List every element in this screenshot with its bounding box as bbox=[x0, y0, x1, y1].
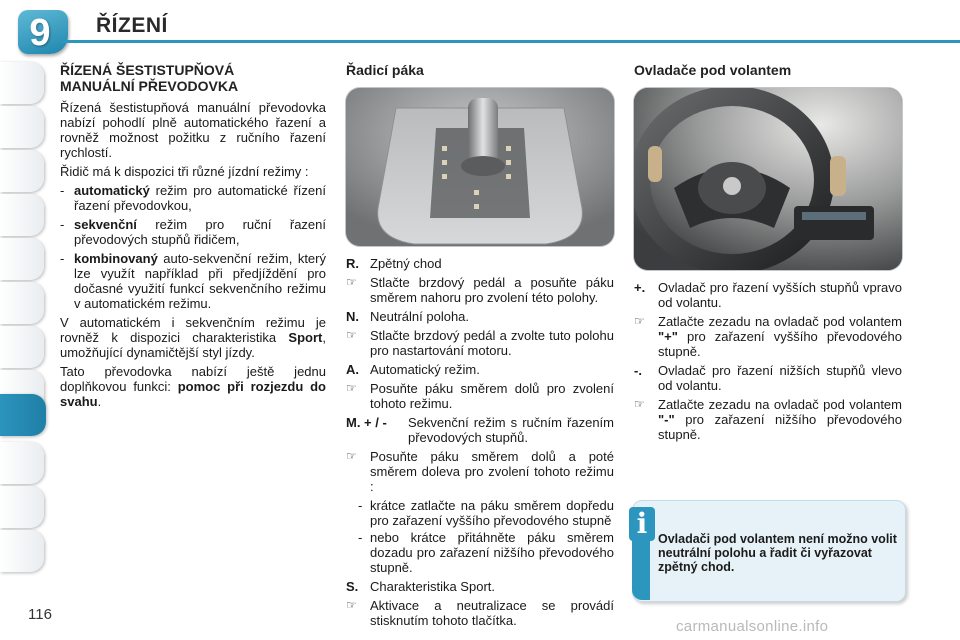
paddle-plus-action-post: pro zařazení vyššího převodového stupně. bbox=[658, 329, 902, 359]
paddle-plus-action bbox=[634, 314, 902, 359]
mode-automatic: - automatický režim pro automatické řízení řazení převodovkou, bbox=[60, 183, 326, 213]
hill-paragraph bbox=[60, 364, 326, 409]
header-rule bbox=[62, 40, 960, 43]
watermark: carmanualsonline.info bbox=[676, 618, 829, 635]
paddle-minus bbox=[634, 363, 902, 393]
manual-downshift-text: nebo krátce přitáhněte páku směrem dozadu pro zařazení nižšího převodového stupně. bbox=[370, 530, 614, 575]
paddle-minus-text: Ovladač pro řazení nižších stupňů vlevo od volantu. bbox=[658, 363, 902, 393]
paddle-plus-text: Ovladač pro řazení vyšších stupňů vpravo od volantu. bbox=[658, 280, 902, 310]
manual-upshift: - krátce zatlačte na páku směrem dopředu pro zařazení vyššího převodového stupně bbox=[358, 498, 614, 528]
hand-icon: ☞ bbox=[346, 449, 357, 463]
mode-automatic-text: režim pro automatické řízení řazení převodovkou, bbox=[74, 183, 326, 213]
middle-column-text bbox=[346, 256, 614, 632]
sport-post: , umožňující dynamičtější styl jízdy. bbox=[60, 330, 326, 360]
hand-icon: ☞ bbox=[346, 598, 357, 612]
sport-pre: V automatickém i sekvenčním režimu je rovněž k dispozici charakteristika bbox=[60, 315, 326, 345]
left-heading-line1: ŘÍZENÁ ŠESTISTUPŇOVÁ bbox=[60, 62, 235, 78]
item-sport-key: S. bbox=[346, 579, 359, 594]
item-auto-key: A. bbox=[346, 362, 359, 377]
item-neutral-text: Neutrální poloha. bbox=[370, 309, 470, 324]
paddle-plus-action-pre: Zatlačte zezadu na ovladač pod volantem bbox=[658, 314, 902, 329]
steering-wheel-illustration bbox=[634, 88, 902, 270]
chapter-tab-10[interactable] bbox=[0, 442, 44, 484]
paddle-plus-term: "+" bbox=[658, 329, 678, 344]
paddle-plus-key: +. bbox=[634, 280, 646, 295]
item-manual-key: M. + / - bbox=[346, 415, 387, 430]
item-auto-action bbox=[346, 381, 614, 411]
modes-intro: Řidič má k dispozici tři různé jízdní režimy : bbox=[60, 164, 309, 179]
info-box-strip bbox=[632, 540, 650, 600]
chapter-tab-7[interactable] bbox=[0, 326, 44, 368]
manual-upshift-text: krátce zatlačte na páku směrem dopředu pro zařazení vyššího převodového stupně bbox=[370, 498, 614, 528]
paddle-minus-action-pre: Zatlačte zezadu na ovladač pod volantem bbox=[658, 397, 902, 412]
sport-term: Sport bbox=[288, 330, 323, 345]
item-manual bbox=[346, 415, 614, 445]
mode-combined-term: kombinovaný bbox=[74, 251, 158, 266]
hill-post: . bbox=[97, 394, 102, 409]
item-manual-action bbox=[346, 449, 614, 494]
item-auto-action-text: Posuňte páku směrem dolů pro zvolení tohoto režimu. bbox=[370, 381, 614, 411]
chapter-tab-3[interactable] bbox=[0, 150, 44, 192]
item-auto bbox=[346, 362, 614, 377]
hand-icon: ☞ bbox=[634, 314, 645, 328]
paddle-minus-key: -. bbox=[634, 363, 642, 378]
paddle-plus bbox=[634, 280, 902, 310]
right-column-text bbox=[634, 280, 902, 446]
mode-sequential-term: sekvenční bbox=[74, 217, 137, 232]
hill-pre: Tato převodovka nabízí ještě jednu doplňkovou funkci: bbox=[60, 364, 326, 394]
item-neutral-action-text: Stlačte brzdový pedál a zvolte tuto polohu pro nastartování motoru. bbox=[370, 328, 614, 358]
mode-combined: - kombinovaný auto-sekvenční režim, který lze využít například při předjíždění pro dočasné využití funkcí sekvenčního režimu v automatickém režimu. bbox=[60, 251, 326, 311]
item-manual-action-text: Posuňte páku směrem dolů a poté směrem doleva pro zvolení tohoto režimu : bbox=[370, 449, 614, 494]
hand-icon: ☞ bbox=[346, 381, 357, 395]
chapter-tab-12[interactable] bbox=[0, 530, 44, 572]
item-auto-text: Automatický režim. bbox=[370, 362, 480, 377]
item-reverse bbox=[346, 256, 614, 271]
left-heading-line2: MANUÁLNÍ PŘEVODOVKA bbox=[60, 78, 239, 94]
item-sport-text: Charakteristika Sport. bbox=[370, 579, 495, 594]
mode-automatic-term: automatický bbox=[74, 183, 150, 198]
info-icon: i bbox=[629, 507, 655, 541]
paddle-minus-term: "-" bbox=[658, 412, 675, 427]
item-manual-text: Sekvenční režim s ručním řazením převodových stupňů. bbox=[408, 415, 614, 445]
hand-icon: ☞ bbox=[346, 275, 357, 289]
left-column-text bbox=[60, 100, 326, 413]
hand-icon: ☞ bbox=[634, 397, 645, 411]
mode-sequential: - sekvenční režim pro ruční řazení převodových stupňů řidičem, bbox=[60, 217, 326, 247]
sport-paragraph bbox=[60, 315, 326, 360]
chapter-tab-6[interactable] bbox=[0, 282, 44, 324]
page-title: ŘÍZENÍ bbox=[96, 14, 168, 37]
item-reverse-text: Zpětný chod bbox=[370, 256, 442, 271]
paddle-minus-action-post: pro zařazení nižšího převodového stupně. bbox=[658, 412, 902, 442]
mode-combined-text: auto-sekvenční režim, který lze využít například při předjíždění pro dočasné využití funkcí sekvenčního režimu v automatickém režimu. bbox=[74, 251, 326, 311]
chapter-tab-1[interactable] bbox=[0, 62, 44, 104]
item-reverse-key: R. bbox=[346, 256, 359, 271]
item-neutral bbox=[346, 309, 614, 324]
chapter-badge bbox=[18, 10, 68, 54]
gear-lever-illustration bbox=[346, 88, 614, 246]
item-sport bbox=[346, 579, 614, 594]
left-heading bbox=[60, 62, 330, 94]
right-heading: Ovladače pod volantem bbox=[634, 62, 792, 78]
mode-sequential-text: režim pro ruční řazení převodových stupňů řidičem, bbox=[74, 217, 326, 247]
middle-heading: Řadicí páka bbox=[346, 62, 424, 78]
item-reverse-action bbox=[346, 275, 614, 305]
manual-downshift: - nebo krátce přitáhněte páku směrem dozadu pro zařazení nižšího převodového stupně. bbox=[358, 530, 614, 575]
steering-wheel-photo bbox=[634, 88, 902, 270]
info-text: Ovladači pod volantem není možno volit neutrální polohu a řadit či vyřazovat zpětný chod. bbox=[658, 532, 897, 574]
item-neutral-key: N. bbox=[346, 309, 359, 324]
chapter-tab-11[interactable] bbox=[0, 486, 44, 528]
item-neutral-action bbox=[346, 328, 614, 358]
chapter-tab-5[interactable] bbox=[0, 238, 44, 280]
item-reverse-action-text: Stlačte brzdový pedál a posuňte páku směrem nahoru pro zvolení této polohy. bbox=[370, 275, 614, 305]
page-number: 116 bbox=[28, 606, 52, 623]
chapter-tab-4[interactable] bbox=[0, 194, 44, 236]
hand-icon: ☞ bbox=[346, 328, 357, 342]
item-sport-action bbox=[346, 598, 614, 628]
hill-term: pomoc při rozjezdu do svahu bbox=[60, 379, 327, 409]
gear-lever-photo bbox=[346, 88, 614, 246]
intro-paragraph: Řízená šestistupňová manuální převodovka nabízí pohodlí plně automatického řazení a rovněž možnost požitku z ručního řazení rychlostí. bbox=[60, 100, 326, 160]
chapter-tab-2[interactable] bbox=[0, 106, 44, 148]
item-sport-action-text: Aktivace a neutralizace se provádí stisknutím tohoto tlačítka. bbox=[370, 598, 614, 628]
paddle-minus-action bbox=[634, 397, 902, 442]
chapter-number: 9 bbox=[29, 12, 51, 54]
chapter-tab-9-active[interactable] bbox=[0, 394, 46, 436]
